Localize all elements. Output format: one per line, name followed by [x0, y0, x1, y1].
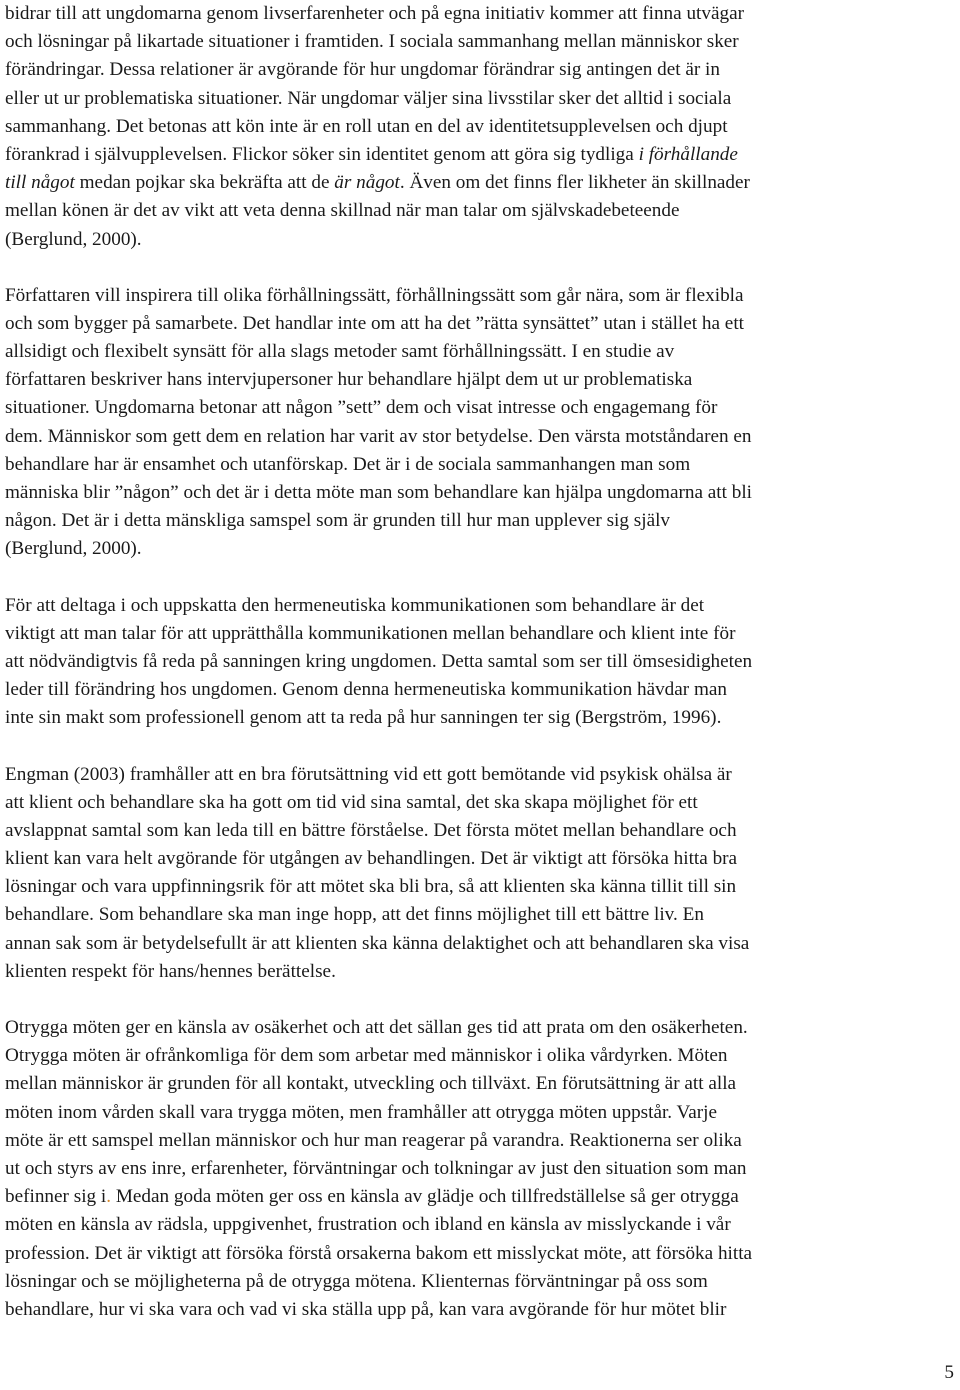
- text-line: behandlare har är ensamhet och utanförskap. Det är i de sociala sammanhangen man som: [5, 453, 691, 475]
- highlighted-period: .: [106, 1186, 112, 1208]
- text-line: avslappnat samtal som kan leda till en bättre förståelse. Det första mötet mellan behandlare och: [5, 819, 737, 841]
- text-line: någon. Det är i detta mänskliga samspel som är grunden till hur man upplever sig själv: [5, 510, 671, 532]
- page-number: 5: [944, 1362, 954, 1383]
- text-line: För att deltaga i och uppskatta den hermeneutiska kommunikationen som behandlare är det: [5, 594, 705, 616]
- text-line: profession. Det är viktigt att försöka förstå orsakerna bakom ett misslyckat möte, att försöka hitta: [5, 1242, 753, 1264]
- text-line: och lösningar på likartade situationer i framtiden. I sociala sammanhang mellan människor sker: [5, 31, 739, 53]
- text-line: (Berglund, 2000).: [5, 538, 142, 560]
- document-page: [5, 0, 955, 1352]
- paragraph: [5, 592, 955, 733]
- text-line: till något medan pojkar ska bekräfta att de är något. Även om det finns fler likheter än skillnader: [5, 172, 750, 194]
- paragraph: [5, 1014, 955, 1324]
- text-line: möten inom vården skall vara trygga möten, men framhåller att otrygga möten uppstår. Varje: [5, 1101, 718, 1123]
- text-line: Otrygga möten ger en känsla av osäkerhet och att det sällan ges tid att prata om den osäkerheten.: [5, 1017, 748, 1038]
- emphasized-text: är något: [334, 172, 400, 194]
- text-line: (Berglund, 2000).: [5, 228, 142, 250]
- text-line: annan sak som är betydelsefullt är att klienten ska känna delaktighet och att behandlaren ska visa: [5, 932, 750, 954]
- text-line: mellan människor är grunden för all kontakt, utveckling och tillväxt. En förutsättning är att alla: [5, 1073, 737, 1095]
- text-line: bidrar till att ungdomarna genom livserfarenheter och på egna initiativ kommer att finna utvägar: [5, 3, 744, 24]
- text-line: Otrygga möten är ofrånkomliga för dem som arbetar med människor i olika vårdyrken. Möten: [5, 1045, 728, 1067]
- text-line: förankrad i självupplevelsen. Flickor söker sin identitet genom att göra sig tydliga i förhållande: [5, 143, 738, 165]
- text-line: förändringar. Dessa relationer är avgörande för hur ungdomar förändrar sig antingen det är in: [5, 59, 720, 81]
- text-line: behandlare. Som behandlare ska man inge hopp, att det finns möjlighet till ett bättre liv. En: [5, 904, 704, 926]
- emphasized-text: till något: [5, 172, 75, 194]
- text-line: att nödvändigtvis få reda på sanningen kring ungdomen. Detta samtal som ser till ömsesidigheten: [5, 650, 753, 672]
- paragraph: [5, 0, 955, 254]
- text-line: allsidigt och flexibelt synsätt för alla slags metoder samt förhållningssätt. I en studie av: [5, 341, 675, 363]
- text-line: situationer. Ungdomarna betonar att någon ”sett” dem och visat intresse och engagemang för: [5, 397, 718, 419]
- text-line: att klient och behandlare ska ha gott om tid vid sina samtal, det ska skapa möjlighet för ett: [5, 791, 698, 813]
- text-line: inte sin makt som professionell genom att ta reda på hur sanningen ter sig (Bergström, 1996).: [5, 707, 722, 729]
- text-line: behandlare, hur vi ska vara och vad vi ska ställa upp på, kan vara avgörande för hur mötet blir: [5, 1298, 727, 1320]
- text-line: Engman (2003) framhåller att en bra förutsättning vid ett gott bemötande vid psykisk ohälsa är: [5, 763, 732, 785]
- emphasized-text: i förhållande: [638, 143, 738, 165]
- paragraph: [5, 761, 955, 987]
- text-line: befinner sig i. Medan goda möten ger oss en känsla av glädje och tillfredställelse så ger otrygga: [5, 1186, 739, 1208]
- text-line: mellan könen är det av vikt att veta denna skillnad när man talar om självskadebeteende: [5, 200, 680, 222]
- text-line: ut och styrs av ens inre, erfarenheter, förväntningar och tolkningar av just den situation som man: [5, 1157, 747, 1179]
- text-line: klient kan vara helt avgörande för utgången av behandlingen. Det är viktigt att försöka hitta bra: [5, 848, 738, 870]
- text-line: människa blir ”någon” och det är i detta möte man som behandlare kan hjälpa ungdomarna att bli: [5, 482, 753, 503]
- text-line: sammanhang. Det betonas att kön inte är en roll utan en del av identitetsupplevelsen och djupt: [5, 115, 728, 137]
- text-line: författaren beskriver hans intervjupersoner hur behandlare hjälpt dem ut ur problematiska: [5, 369, 693, 391]
- text-line: leder till förändring hos ungdomen. Genom denna hermeneutiska kommunikation hävdar man: [5, 679, 728, 701]
- text-line: viktigt att man talar för att upprätthålla kommunikationen mellan behandlare och klient inte för: [5, 622, 736, 644]
- text-line: möte är ett samspel mellan människor och hur man reagerar på varandra. Reaktionerna ser olika: [5, 1129, 742, 1151]
- text-line: och som bygger på samarbete. Det handlar inte om att ha det ”rätta synsättet” utan i stället ha ett: [5, 312, 744, 334]
- text-line: klienten respekt för hans/hennes berättelse.: [5, 960, 336, 982]
- text-line: eller ut ur problematiska situationer. När ungdomar väljer sina livsstilar sker det alltid i sociala: [5, 87, 732, 109]
- text-line: lösningar och se möjligheterna på de otrygga mötena. Klienternas förväntningar på oss som: [5, 1270, 708, 1292]
- paragraph: [5, 282, 955, 564]
- text-line: Författaren vill inspirera till olika förhållningssätt, förhållningssätt som går nära, som är flexibla: [5, 284, 744, 306]
- text-line: möten en känsla av rädsla, uppgivenhet, frustration och ibland en känsla av misslyckande i vår: [5, 1214, 731, 1236]
- text-line: dem. Människor som gett dem en relation har varit av stor betydelse. Den värsta motståndaren en: [5, 425, 752, 447]
- text-line: lösningar och vara uppfinningsrik för att mötet ska bli bra, så att klienten ska känna tillit till sin: [5, 876, 737, 898]
